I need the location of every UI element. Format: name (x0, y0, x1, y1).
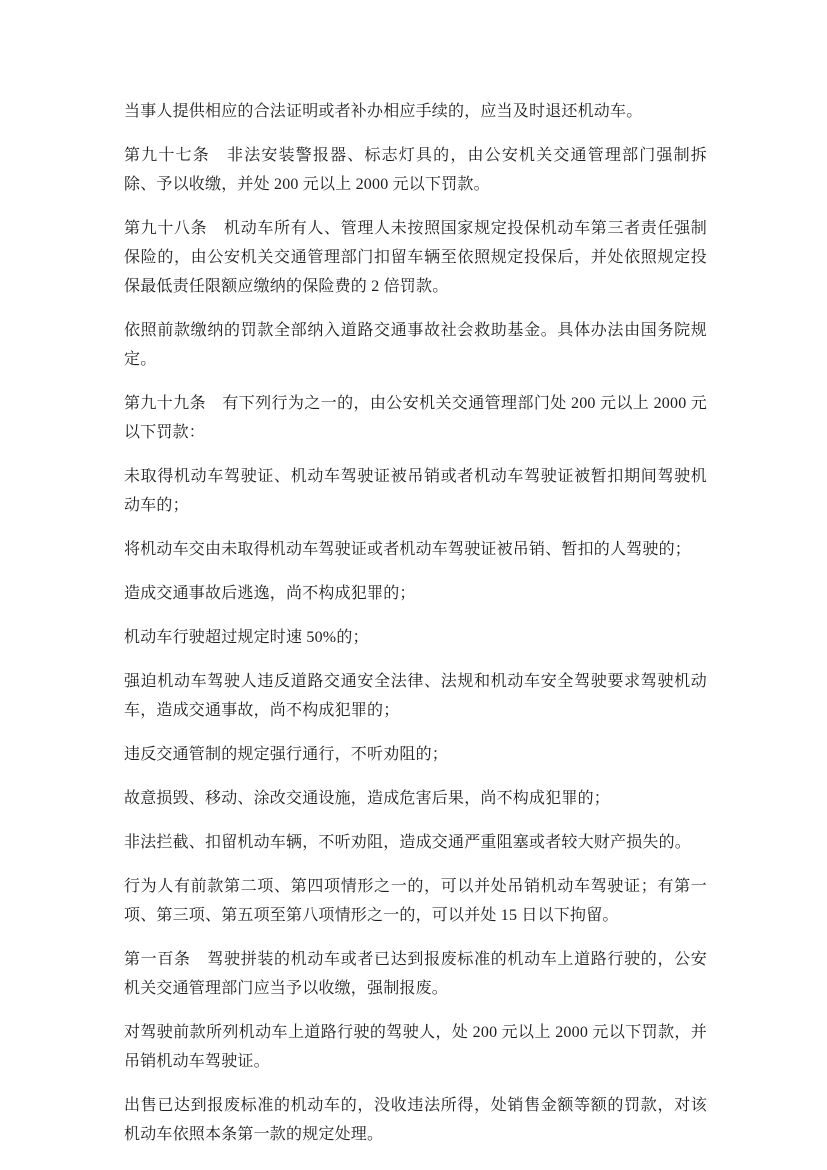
paragraph: 未取得机动车驾驶证、机动车驾驶证被吊销或者机动车驾驶证被暂扣期间驾驶机动车的； (124, 468, 707, 514)
paragraph-article-99: 第九十九条 有下列行为之一的，由公安机关交通管理部门处 200 元以上 2000 元以下罚款： (124, 395, 707, 441)
paragraph: 违反交通管制的规定强行通行，不听劝阻的； (124, 746, 449, 763)
paragraph: 出售已达到报废标准的机动车的，没收违法所得，处销售金额等额的罚款，对该机动车依照本条第一款的规定处理。 (124, 1097, 707, 1143)
paragraph-article-100: 第一百条 驾驶拼装的机动车或者已达到报废标准的机动车上道路行驶的，公安机关交通管理部门应当予以收缴，强制报废。 (124, 951, 707, 997)
paragraph: 行为人有前款第二项、第四项情形之一的，可以并处吊销机动车驾驶证；有第一项、第三项、第五项至第八项情形之一的，可以并处 15 日以下拘留。 (124, 878, 707, 924)
paragraph: 非法拦截、扣留机动车辆，不听劝阻，造成交通严重阻塞或者较大财产损失的。 (124, 834, 692, 851)
paragraph: 造成交通事故后逃逸，尚不构成犯罪的； (124, 585, 416, 602)
paragraph: 依照前款缴纳的罚款全部纳入道路交通事故社会救助基金。具体办法由国务院规定。 (124, 322, 707, 368)
paragraph: 对驾驶前款所列机动车上道路行驶的驾驶人，处 200 元以上 2000 元以下罚款，并吊销机动车驾驶证。 (124, 1024, 707, 1070)
paragraph: 机动车行驶超过规定时速 50%的； (124, 629, 369, 646)
paragraph-article-98: 第九十八条 机动车所有人、管理人未按照国家规定投保机动车第三者责任强制保险的，由公安机关交通管理部门扣留车辆至依照规定投保后，并处依照规定投保最低责任限额应缴纳的保险费的 2 倍罚款。 (124, 220, 707, 295)
paragraph: 将机动车交由未取得机动车驾驶证或者机动车驾驶证被吊销、暂扣的人驾驶的； (124, 541, 692, 558)
paragraph-article-97: 第九十七条 非法安装警报器、标志灯具的，由公安机关交通管理部门强制拆除、予以收缴，并处 200 元以上 2000 元以下罚款。 (124, 147, 707, 193)
document-text-block (124, 97, 707, 1149)
paragraph: 当事人提供相应的合法证明或者补办相应手续的，应当及时退还机动车。 (124, 103, 643, 120)
paragraph: 强迫机动车驾驶人违反道路交通安全法律、法规和机动车安全驾驶要求驾驶机动车，造成交通事故，尚不构成犯罪的； (124, 673, 707, 719)
paragraph: 故意损毁、移动、涂改交通设施，造成危害后果，尚不构成犯罪的； (124, 790, 611, 807)
